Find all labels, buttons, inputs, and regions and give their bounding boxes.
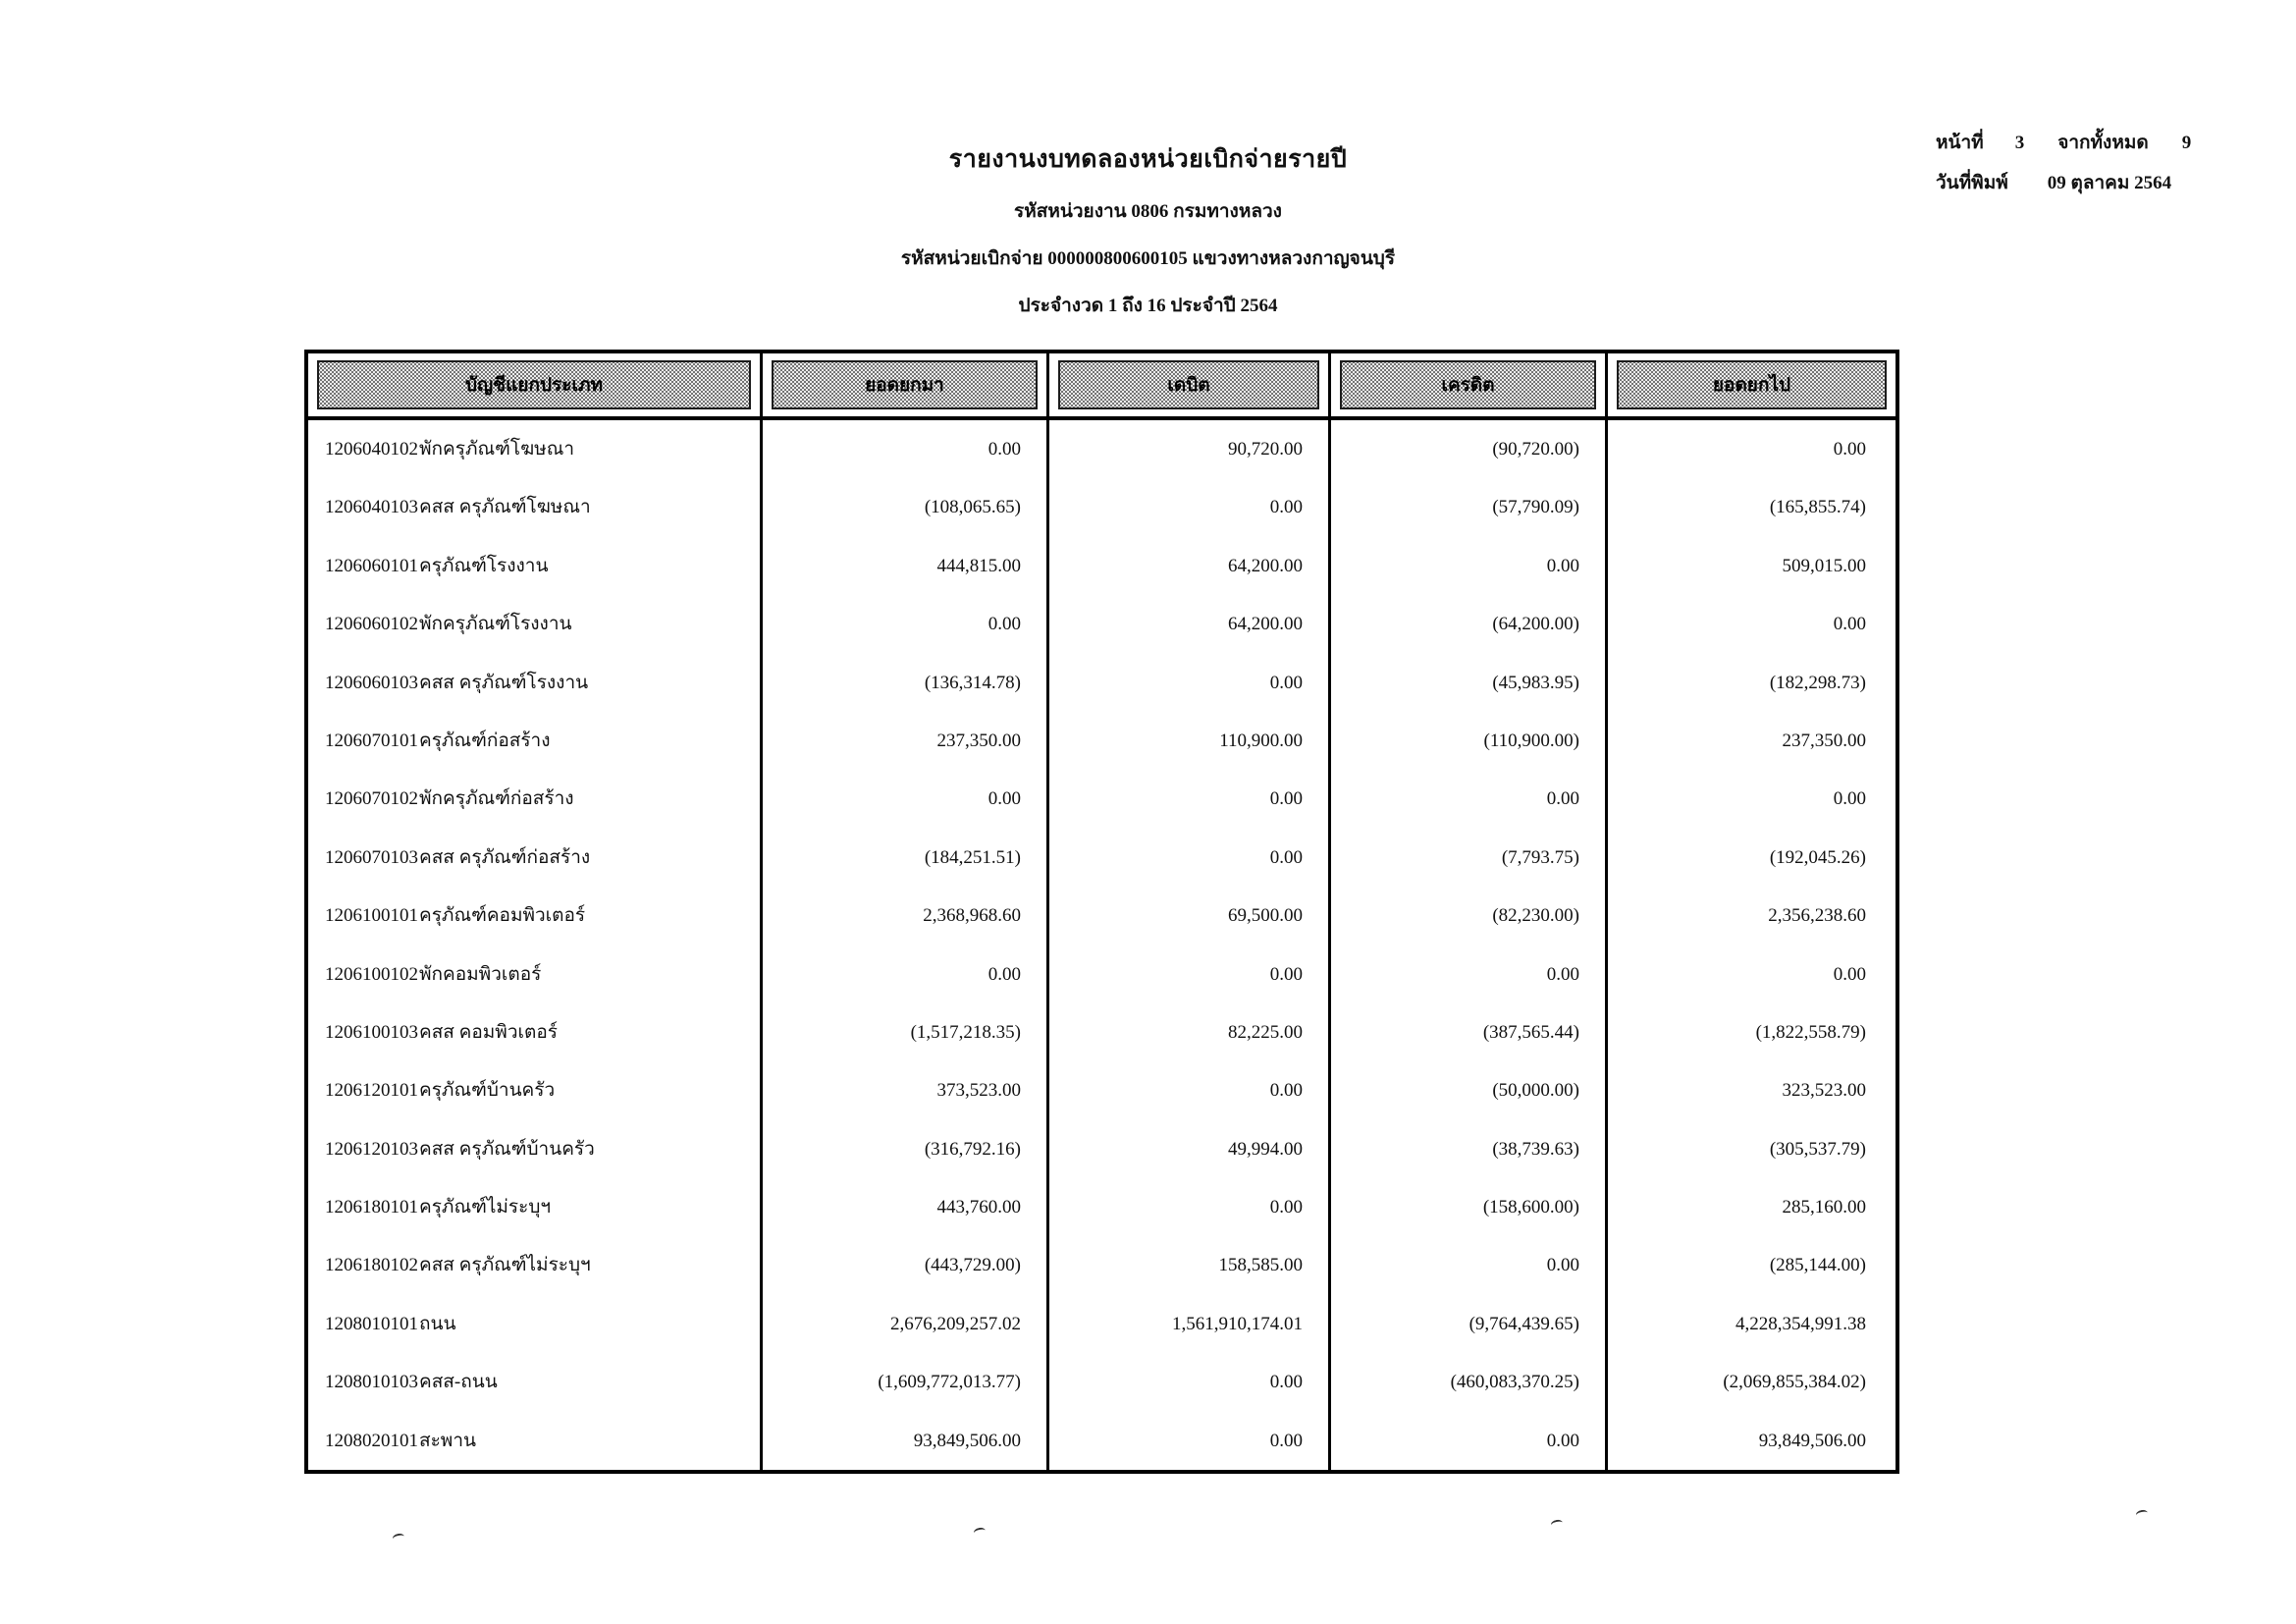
brought-forward-amount: (1,517,218.35) bbox=[760, 1003, 1046, 1061]
brought-forward-amount: 0.00 bbox=[760, 770, 1046, 828]
credit-amount: (38,739.63) bbox=[1328, 1120, 1605, 1178]
account-code: 1206060101 bbox=[325, 555, 418, 576]
debit-amount: 0.00 bbox=[1046, 654, 1328, 712]
account-name: ครุภัณฑ์บ้านครัว bbox=[419, 1080, 556, 1102]
account-code: 1206070102 bbox=[325, 788, 418, 810]
account-name: คสส คอมพิวเตอร์ bbox=[419, 1021, 558, 1043]
account-code: 1206100103 bbox=[325, 1021, 418, 1043]
account-cell bbox=[308, 946, 760, 1003]
table-body bbox=[308, 420, 1896, 1470]
account-code: 1208020101 bbox=[325, 1430, 418, 1451]
account-cell bbox=[308, 1236, 760, 1294]
brought-forward-amount: 0.00 bbox=[760, 420, 1046, 478]
total-pages-label: จากทั้งหมด bbox=[2057, 133, 2149, 153]
brought-forward-amount: 93,849,506.00 bbox=[760, 1412, 1046, 1470]
disbursement-unit-line: รหัสหน่วยเบิกจ่าย 000000800600105 แขวงทางหลวงกาญจนบุรี bbox=[900, 248, 1396, 269]
account-code: 1206120103 bbox=[325, 1138, 418, 1160]
page-number: 3 bbox=[2014, 133, 2025, 153]
credit-amount: (460,083,370.25) bbox=[1328, 1353, 1605, 1411]
page-info bbox=[1936, 128, 2191, 208]
print-date: 09 ตุลาคม 2564 bbox=[2047, 173, 2172, 193]
brought-forward-amount: 373,523.00 bbox=[760, 1061, 1046, 1119]
table-header-row bbox=[308, 353, 1896, 420]
report-title: รายงานงบทดลองหน่วยเบิกจ่ายรายปี bbox=[948, 146, 1348, 173]
debit-amount: 0.00 bbox=[1046, 478, 1328, 536]
print-date-label: วันที่พิมพ์ bbox=[1936, 173, 2008, 193]
account-cell bbox=[308, 537, 760, 595]
account-cell bbox=[308, 1295, 760, 1353]
debit-amount: 0.00 bbox=[1046, 1061, 1328, 1119]
debit-amount: 0.00 bbox=[1046, 1353, 1328, 1411]
brought-forward-amount: 0.00 bbox=[760, 595, 1046, 653]
header-cell-brought-forward bbox=[760, 353, 1046, 416]
table-row bbox=[308, 712, 1896, 770]
brought-forward-amount: 2,368,968.60 bbox=[760, 887, 1046, 945]
account-name: คสส ครุภัณฑ์โรงงาน bbox=[419, 672, 589, 693]
credit-amount: (82,230.00) bbox=[1328, 887, 1605, 945]
table-row bbox=[308, 1353, 1896, 1411]
debit-amount: 82,225.00 bbox=[1046, 1003, 1328, 1061]
account-name: พักครุภัณฑ์โฆษณา bbox=[419, 439, 574, 460]
header-cell-credit bbox=[1328, 353, 1605, 416]
table-row bbox=[308, 829, 1896, 887]
account-cell bbox=[308, 654, 760, 712]
column-header-carried-forward: ยอดยกไป bbox=[1617, 360, 1887, 409]
carried-forward-amount: 0.00 bbox=[1605, 770, 1896, 828]
table-row bbox=[308, 770, 1896, 828]
table-row bbox=[308, 887, 1896, 945]
account-name: พักคอมพิวเตอร์ bbox=[419, 963, 542, 985]
account-code: 1206070103 bbox=[325, 846, 418, 868]
table-row bbox=[308, 1236, 1896, 1294]
column-header-credit: เครดิต bbox=[1340, 360, 1596, 409]
credit-amount: (110,900.00) bbox=[1328, 712, 1605, 770]
debit-amount: 90,720.00 bbox=[1046, 420, 1328, 478]
header-cell-account bbox=[308, 353, 760, 416]
debit-amount: 64,200.00 bbox=[1046, 537, 1328, 595]
print-date-line bbox=[1936, 168, 2191, 197]
table-row bbox=[308, 537, 1896, 595]
account-cell bbox=[308, 829, 760, 887]
debit-amount: 64,200.00 bbox=[1046, 595, 1328, 653]
brought-forward-amount: 444,815.00 bbox=[760, 537, 1046, 595]
debit-amount: 0.00 bbox=[1046, 829, 1328, 887]
debit-amount: 0.00 bbox=[1046, 1178, 1328, 1236]
credit-amount: (158,600.00) bbox=[1328, 1178, 1605, 1236]
brought-forward-amount: (108,065.65) bbox=[760, 478, 1046, 536]
brought-forward-amount: 0.00 bbox=[760, 946, 1046, 1003]
debit-amount: 158,585.00 bbox=[1046, 1236, 1328, 1294]
table-row bbox=[308, 478, 1896, 536]
carried-forward-amount: 4,228,354,991.38 bbox=[1605, 1295, 1896, 1353]
column-header-brought-forward: ยอดยกมา bbox=[772, 360, 1038, 409]
carried-forward-amount: 0.00 bbox=[1605, 420, 1896, 478]
account-name: สะพาน bbox=[419, 1430, 476, 1451]
table-row bbox=[308, 1295, 1896, 1353]
credit-amount: 0.00 bbox=[1328, 537, 1605, 595]
credit-amount: (7,793.75) bbox=[1328, 829, 1605, 887]
carried-forward-amount: (305,537.79) bbox=[1605, 1120, 1896, 1178]
account-code: 1206100102 bbox=[325, 963, 418, 985]
carried-forward-amount: 0.00 bbox=[1605, 946, 1896, 1003]
account-cell bbox=[308, 1061, 760, 1119]
total-pages: 9 bbox=[2181, 133, 2192, 153]
brought-forward-amount: (443,729.00) bbox=[760, 1236, 1046, 1294]
carried-forward-amount: (165,855.74) bbox=[1605, 478, 1896, 536]
account-name: ถนน bbox=[419, 1313, 456, 1334]
debit-amount: 0.00 bbox=[1046, 770, 1328, 828]
brought-forward-amount: 2,676,209,257.02 bbox=[760, 1295, 1046, 1353]
scan-artifact bbox=[1550, 1519, 1563, 1529]
table-row bbox=[308, 595, 1896, 653]
period-line: ประจำงวด 1 ถึง 16 ประจำปี 2564 bbox=[1018, 296, 1278, 316]
carried-forward-amount: (2,069,855,384.02) bbox=[1605, 1353, 1896, 1411]
brought-forward-amount: (316,792.16) bbox=[760, 1120, 1046, 1178]
debit-amount: 1,561,910,174.01 bbox=[1046, 1295, 1328, 1353]
table-row bbox=[308, 1003, 1896, 1061]
credit-amount: 0.00 bbox=[1328, 1412, 1605, 1470]
account-cell bbox=[308, 478, 760, 536]
account-name: ครุภัณฑ์ไม่ระบุฯ bbox=[419, 1197, 552, 1218]
page-number-line bbox=[1936, 128, 2191, 157]
account-name: พักครุภัณฑ์โรงงาน bbox=[419, 614, 572, 635]
account-code: 1206120101 bbox=[325, 1080, 418, 1102]
account-cell bbox=[308, 1120, 760, 1178]
credit-amount: (50,000.00) bbox=[1328, 1061, 1605, 1119]
carried-forward-amount: (1,822,558.79) bbox=[1605, 1003, 1896, 1061]
account-cell bbox=[308, 595, 760, 653]
account-name: ครุภัณฑ์ก่อสร้าง bbox=[419, 730, 551, 751]
brought-forward-amount: 443,760.00 bbox=[760, 1178, 1046, 1236]
account-name: คสส ครุภัณฑ์ไม่ระบุฯ bbox=[419, 1255, 591, 1276]
account-cell bbox=[308, 712, 760, 770]
credit-amount: (387,565.44) bbox=[1328, 1003, 1605, 1061]
account-code: 1206040102 bbox=[325, 439, 418, 460]
debit-amount: 49,994.00 bbox=[1046, 1120, 1328, 1178]
account-cell bbox=[308, 1003, 760, 1061]
carried-forward-amount: (192,045.26) bbox=[1605, 829, 1896, 887]
debit-amount: 0.00 bbox=[1046, 946, 1328, 1003]
scan-artifact bbox=[392, 1533, 404, 1543]
account-cell bbox=[308, 1353, 760, 1411]
account-code: 1206070101 bbox=[325, 730, 418, 751]
table-row bbox=[308, 1061, 1896, 1119]
carried-forward-amount: 509,015.00 bbox=[1605, 537, 1896, 595]
table-row bbox=[308, 1178, 1896, 1236]
debit-amount: 69,500.00 bbox=[1046, 887, 1328, 945]
account-code: 1208010103 bbox=[325, 1372, 418, 1393]
account-name: คสส-ถนน bbox=[419, 1372, 498, 1393]
carried-forward-amount: 93,849,506.00 bbox=[1605, 1412, 1896, 1470]
header-cell-debit bbox=[1046, 353, 1328, 416]
account-code: 1206060103 bbox=[325, 672, 418, 693]
account-cell bbox=[308, 770, 760, 828]
account-code: 1206040103 bbox=[325, 497, 418, 518]
credit-amount: (90,720.00) bbox=[1328, 420, 1605, 478]
column-header-account: บัญชีแยกประเภท bbox=[317, 360, 751, 409]
credit-amount: 0.00 bbox=[1328, 1236, 1605, 1294]
account-code: 1206180102 bbox=[325, 1255, 418, 1276]
credit-amount: (57,790.09) bbox=[1328, 478, 1605, 536]
debit-amount: 110,900.00 bbox=[1046, 712, 1328, 770]
header-cell-carried-forward bbox=[1605, 353, 1896, 416]
debit-amount: 0.00 bbox=[1046, 1412, 1328, 1470]
table-row bbox=[308, 420, 1896, 478]
table-row bbox=[308, 1412, 1896, 1470]
account-name: คสส ครุภัณฑ์โฆษณา bbox=[419, 497, 591, 518]
carried-forward-amount: (182,298.73) bbox=[1605, 654, 1896, 712]
brought-forward-amount: (136,314.78) bbox=[760, 654, 1046, 712]
carried-forward-amount: 285,160.00 bbox=[1605, 1178, 1896, 1236]
carried-forward-amount: (285,144.00) bbox=[1605, 1236, 1896, 1294]
account-name: คสส ครุภัณฑ์ก่อสร้าง bbox=[419, 846, 591, 868]
account-name: ครุภัณฑ์คอมพิวเตอร์ bbox=[419, 905, 586, 927]
carried-forward-amount: 323,523.00 bbox=[1605, 1061, 1896, 1119]
column-header-debit: เดบิต bbox=[1058, 360, 1319, 409]
carried-forward-amount: 2,356,238.60 bbox=[1605, 887, 1896, 945]
agency-code-line: รหัสหน่วยงาน 0806 กรมทางหลวง bbox=[1014, 201, 1282, 222]
carried-forward-amount: 237,350.00 bbox=[1605, 712, 1896, 770]
credit-amount: 0.00 bbox=[1328, 946, 1605, 1003]
account-name: ครุภัณฑ์โรงงาน bbox=[419, 555, 549, 576]
carried-forward-amount: 0.00 bbox=[1605, 595, 1896, 653]
account-cell bbox=[308, 1412, 760, 1470]
brought-forward-amount: (184,251.51) bbox=[760, 829, 1046, 887]
table-row bbox=[308, 654, 1896, 712]
account-cell bbox=[308, 887, 760, 945]
trial-balance-table bbox=[304, 350, 1899, 1474]
account-code: 1206180101 bbox=[325, 1197, 418, 1218]
account-code: 1208010101 bbox=[325, 1313, 418, 1334]
account-code: 1206100101 bbox=[325, 905, 418, 927]
table-row bbox=[308, 1120, 1896, 1178]
credit-amount: (9,764,439.65) bbox=[1328, 1295, 1605, 1353]
credit-amount: 0.00 bbox=[1328, 770, 1605, 828]
credit-amount: (45,983.95) bbox=[1328, 654, 1605, 712]
page-label: หน้าที่ bbox=[1936, 133, 1984, 153]
credit-amount: (64,200.00) bbox=[1328, 595, 1605, 653]
scan-artifact bbox=[2135, 1509, 2148, 1519]
scan-artifact bbox=[973, 1527, 986, 1537]
table-row bbox=[308, 946, 1896, 1003]
account-code: 1206060102 bbox=[325, 614, 418, 635]
account-cell bbox=[308, 1178, 760, 1236]
account-name: คสส ครุภัณฑ์บ้านครัว bbox=[419, 1138, 595, 1160]
brought-forward-amount: 237,350.00 bbox=[760, 712, 1046, 770]
account-name: พักครุภัณฑ์ก่อสร้าง bbox=[419, 788, 574, 810]
account-cell bbox=[308, 420, 760, 478]
brought-forward-amount: (1,609,772,013.77) bbox=[760, 1353, 1046, 1411]
